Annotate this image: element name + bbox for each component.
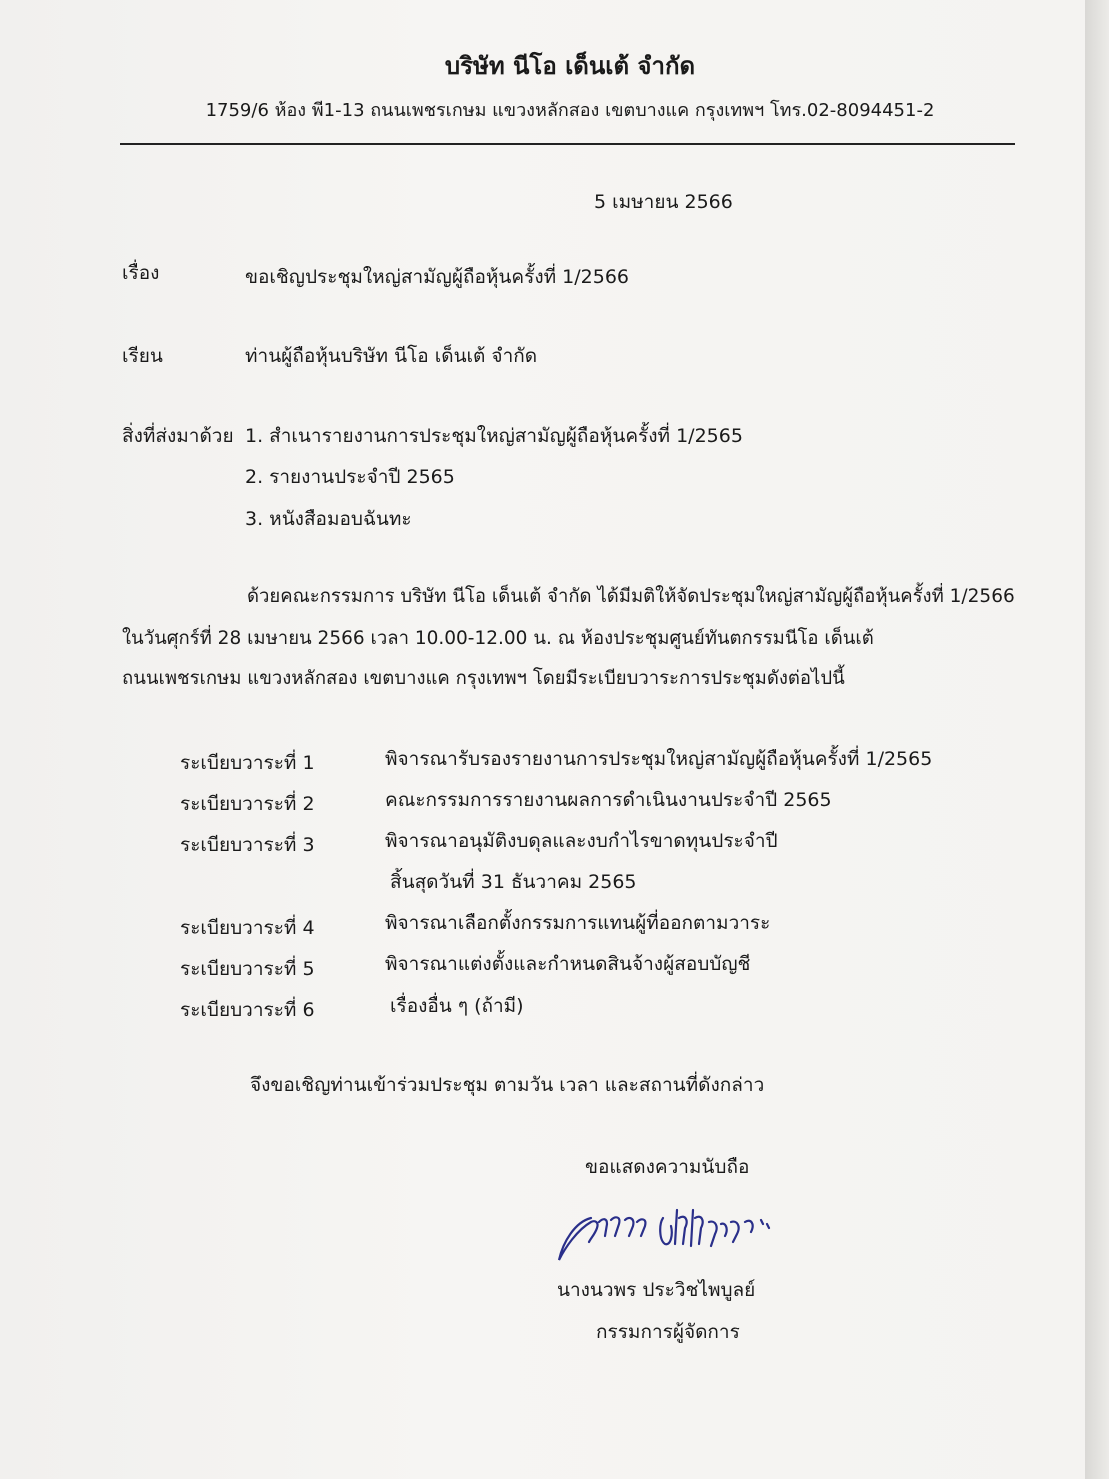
agenda-label: ระเบียบวาระที่ 6 [180, 999, 315, 1021]
agenda-text-continued: สิ้นสุดวันที่ 31 ธันวาคม 2565 [390, 871, 637, 893]
signoff: ขอแสดงความนับถือ [585, 1156, 750, 1178]
enclosure-item: 1. สำเนารายงานการประชุมใหญ่สามัญผู้ถือหุ้นครั้งที่ 1/2565 [245, 425, 743, 447]
company-address: 1759/6 ห้อง พี1-13 ถนนเพชรเกษม แขวงหลักสอง เขตบางแค กรุงเทพฯ โทร.02-8094451-2 [205, 100, 935, 121]
agenda-label: ระเบียบวาระที่ 5 [180, 958, 315, 980]
agenda-label: ระเบียบวาระที่ 4 [180, 917, 315, 939]
agenda-text: พิจารณาเลือกตั้งกรรมการแทนผู้ที่ออกตามวาระ [385, 912, 771, 934]
closing-text: จึงขอเชิญท่านเข้าร่วมประชุม ตามวัน เวลา และสถานที่ดังกล่าว [250, 1074, 765, 1096]
signer-name: นางนวพร ประวิชไพบูลย์ [557, 1279, 756, 1301]
body-line: ในวันศุกร์ที่ 28 เมษายน 2566 เวลา 10.00-12.00 น. ณ ห้องประชุมศูนย์ทันตกรรมนีโอ เด็นเต้ [122, 628, 874, 649]
recipient-label: เรียน [122, 345, 163, 367]
page-edge [1085, 0, 1109, 1479]
letter-date: 5 เมษายน 2566 [594, 191, 733, 213]
agenda-label: ระเบียบวาระที่ 2 [180, 793, 315, 815]
agenda-text: พิจารณาแต่งตั้งและกำหนดสินจ้างผู้สอบบัญชี [385, 953, 751, 975]
signature [555, 1200, 780, 1270]
enclosure-item: 3. หนังสือมอบฉันทะ [245, 508, 412, 530]
subject-label: เรื่อง [122, 262, 160, 284]
signer-title: กรรมการผู้จัดการ [596, 1321, 740, 1343]
agenda-text: เรื่องอื่น ๆ (ถ้ามี) [390, 995, 524, 1017]
subject-text: ขอเชิญประชุมใหญ่สามัญผู้ถือหุ้นครั้งที่ 1/2566 [245, 266, 629, 288]
agenda-label: ระเบียบวาระที่ 3 [180, 834, 315, 856]
header-divider [120, 143, 1015, 145]
recipient-text: ท่านผู้ถือหุ้นบริษัท นีโอ เด็นเต้ จำกัด [245, 345, 538, 367]
agenda-label: ระเบียบวาระที่ 1 [180, 752, 315, 774]
company-name: บริษัท นีโอ เด็นเต้ จำกัด [444, 52, 696, 80]
body-line: ถนนเพชรเกษม แขวงหลักสอง เขตบางแค กรุงเทพฯ โดยมีระเบียบวาระการประชุมดังต่อไปนี้ [122, 668, 845, 689]
enclosure-item: 2. รายงานประจำปี 2565 [245, 466, 455, 488]
agenda-text: คณะกรรมการรายงานผลการดำเนินงานประจำปี 2565 [385, 789, 832, 811]
body-line: ด้วยคณะกรรมการ บริษัท นีโอ เด็นเต้ จำกัด ได้มีมติให้จัดประชุมใหญ่สามัญผู้ถือหุ้นครั้งที่ 1/2566 [247, 586, 1015, 607]
enclosures-label: สิ่งที่ส่งมาด้วย [122, 425, 234, 447]
agenda-text: พิจารณาอนุมัติงบดุลและงบกำไรขาดทุนประจำปี [385, 830, 778, 852]
agenda-text: พิจารณารับรองรายงานการประชุมใหญ่สามัญผู้ถือหุ้นครั้งที่ 1/2565 [385, 748, 933, 770]
